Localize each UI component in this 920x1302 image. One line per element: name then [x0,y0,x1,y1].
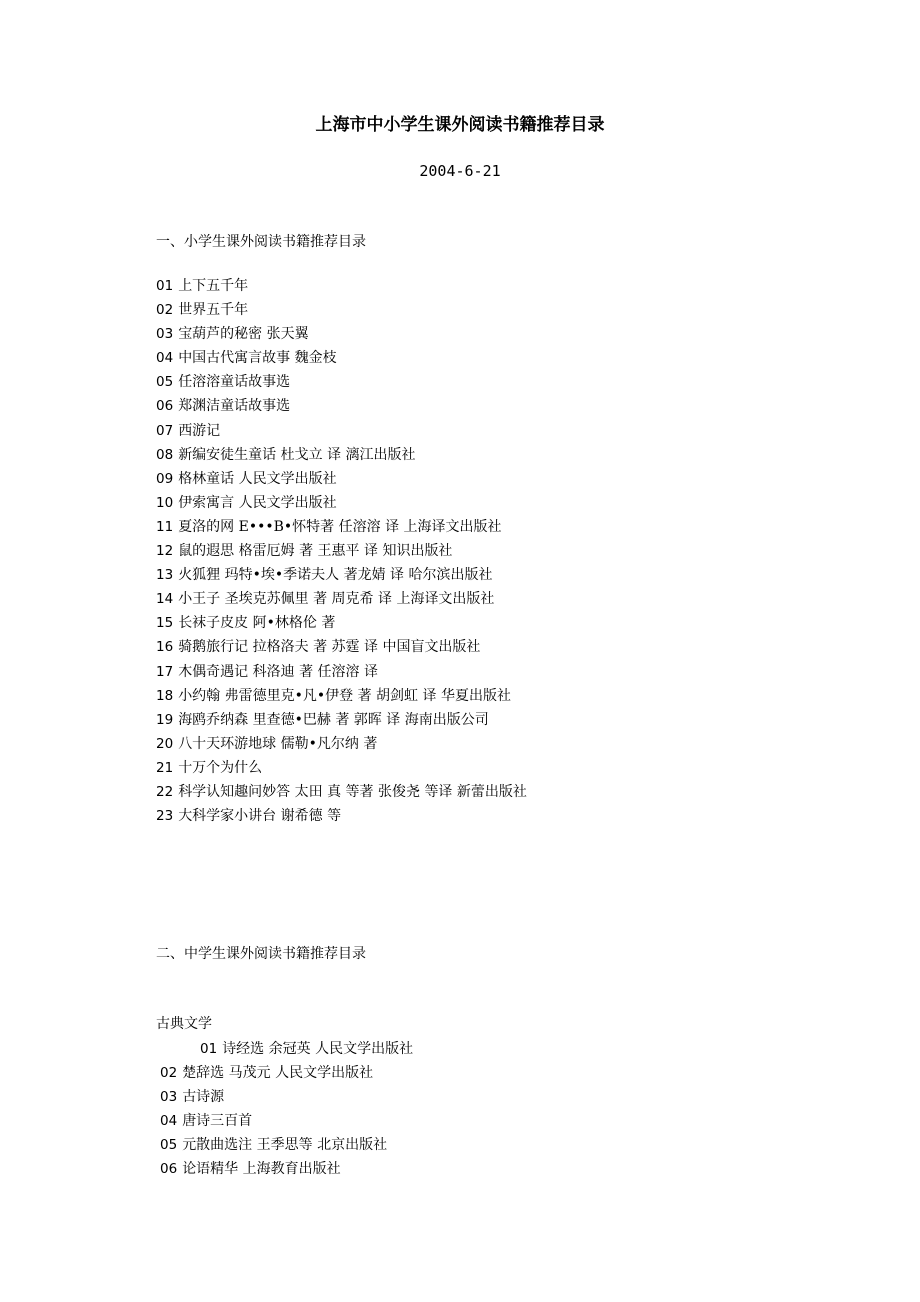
list-item [156,780,527,804]
list-item [156,491,527,515]
item-text: 伊索寓言 人民文学出版社 [178,494,337,511]
list-item [156,419,527,443]
item-text: 论语精华 上海教育出版社 [182,1161,341,1178]
list-item [156,274,527,298]
item-text: 格林童话 人民文学出版社 [178,470,337,487]
secondary-book-list [160,1037,413,1182]
list-item [160,1157,413,1181]
list-item [160,1037,413,1061]
item-number: 10 [156,494,174,511]
primary-book-list [156,274,527,828]
list-item [156,515,527,539]
section-heading-secondary: 二、中学生课外阅读书籍推荐目录 [156,946,366,962]
item-text: 古诗源 [182,1089,225,1106]
list-item [156,804,527,828]
item-number: 04 [156,350,174,367]
item-number: 05 [160,1137,178,1154]
section-heading-primary: 一、小学生课外阅读书籍推荐目录 [156,234,366,250]
list-item [156,635,527,659]
item-text: 上下五千年 [178,278,249,294]
list-item [156,443,527,467]
item-number: 20 [156,735,174,752]
item-text: 元散曲选注 王季思等 北京出版社 [182,1137,388,1154]
list-item [156,611,527,635]
list-item [160,1061,413,1085]
item-number: 03 [160,1089,178,1106]
list-item [156,370,527,394]
item-text: 大科学家小讲台 谢希德 等 [178,808,342,825]
item-text: 科学认知趣问妙答 太田 真 等著 张俊尧 等译 新蕾出版社 [178,783,527,800]
item-text: 唐诗三百首 [182,1113,253,1130]
item-text: 中国古代寓言故事 魏金枝 [178,350,337,367]
item-number: 23 [156,808,174,825]
item-number: 11 [156,518,174,535]
list-item [156,660,527,684]
list-item [156,539,527,563]
item-number: 14 [156,591,174,608]
item-number: 06 [160,1161,178,1178]
list-item [156,346,527,370]
item-text: 世界五千年 [178,302,249,319]
item-number: 01 [156,278,174,294]
item-text: 长袜子皮皮 阿•林格伦 著 [178,615,336,632]
item-number: 17 [156,663,174,680]
item-number: 06 [156,398,174,415]
item-number: 16 [156,639,174,656]
item-text: 诗经选 余冠英 人民文学出版社 [222,1041,414,1057]
item-number: 22 [156,783,174,800]
list-item [156,298,527,322]
list-item [156,684,527,708]
list-item [156,708,527,732]
item-number: 21 [156,759,174,776]
item-number: 09 [156,470,174,487]
list-item [156,467,527,491]
item-number: 02 [160,1065,178,1082]
item-text: 火狐狸 玛特•埃•季诺夫人 著龙婧 译 哈尔滨出版社 [178,567,493,584]
item-text: 任溶溶童话故事选 [178,374,291,391]
list-item [156,563,527,587]
list-item [156,587,527,611]
item-number: 02 [156,302,174,319]
list-item [160,1109,413,1133]
list-item [156,394,527,418]
item-text: 小约翰 弗雷德里克•凡•伊登 著 胡剑虹 译 华夏出版社 [178,687,511,704]
item-number: 15 [156,615,174,632]
item-text: 骑鹅旅行记 拉格洛夫 著 苏霆 译 中国盲文出版社 [178,639,481,656]
list-item [160,1133,413,1157]
list-item [160,1085,413,1109]
item-text: 八十天环游地球 儒勒•凡尔纳 著 [178,735,378,752]
item-text: 楚辞选 马茂元 人民文学出版社 [182,1065,374,1082]
item-text: 郑渊洁童话故事选 [178,398,291,415]
item-number: 12 [156,543,174,560]
item-text: 十万个为什么 [178,759,263,776]
item-number: 18 [156,687,174,704]
item-text: 木偶奇遇记 科洛迪 著 任溶溶 译 [178,663,378,680]
item-number: 04 [160,1113,178,1130]
item-number: 01 [200,1041,218,1057]
item-text: 西游记 [178,422,221,439]
item-number: 05 [156,374,174,391]
list-item [156,732,527,756]
item-text: 宝葫芦的秘密 张天翼 [178,326,309,343]
item-number: 13 [156,567,174,584]
item-text: 夏洛的网 E•••B•怀特著 任溶溶 译 上海译文出版社 [178,518,502,535]
list-item [156,322,527,346]
category-heading: 古典文学 [156,1016,212,1032]
list-item [156,756,527,780]
item-text: 小王子 圣埃克苏佩里 著 周克希 译 上海译文出版社 [178,591,495,608]
document-title: 上海市中小学生课外阅读书籍推荐目录 [315,115,605,135]
item-text: 海鸥乔纳森 里查德•巴赫 著 郭晖 译 海南出版公司 [178,711,489,728]
item-number: 07 [156,422,174,439]
item-number: 03 [156,326,174,343]
document-date: 2004-6-21 [419,162,501,180]
item-text: 新编安徒生童话 杜戈立 译 漓江出版社 [178,446,416,463]
item-text: 鼠的遐思 格雷厄姆 著 王惠平 译 知识出版社 [178,543,453,560]
item-number: 19 [156,711,174,728]
item-number: 08 [156,446,174,463]
